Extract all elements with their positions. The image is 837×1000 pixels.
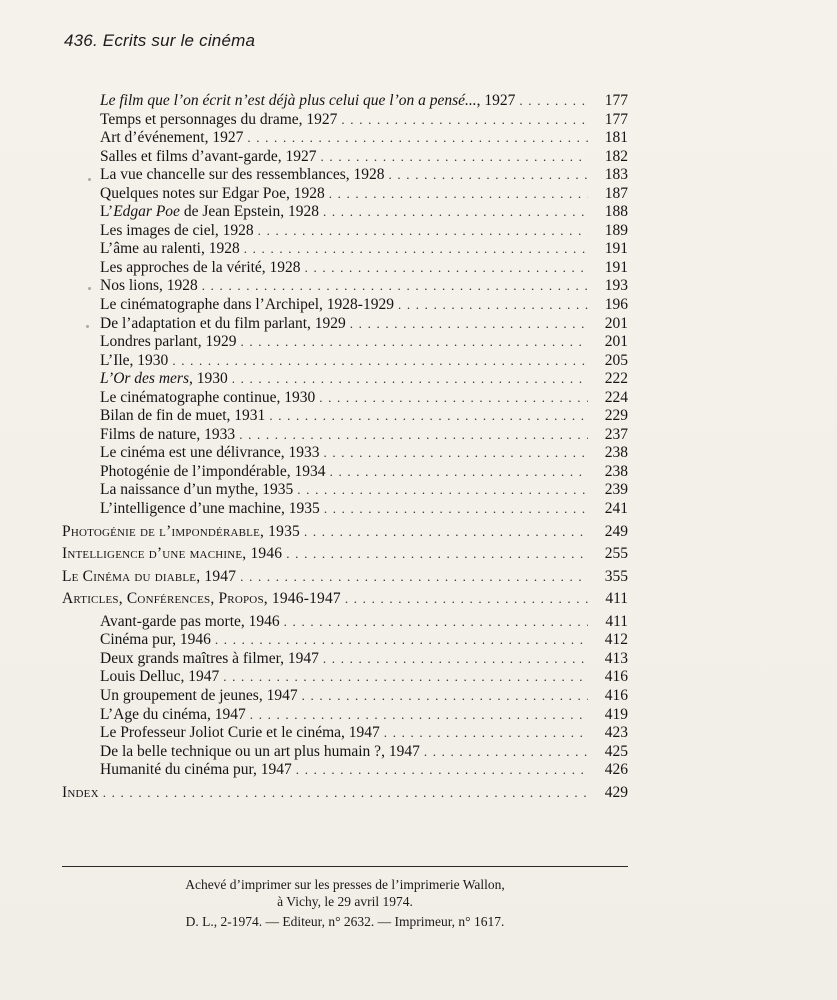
toc-entry-row <box>62 203 628 222</box>
toc-page-number: 416 <box>604 686 628 704</box>
toc-page-number: 429 <box>604 783 628 801</box>
toc-page-number: 413 <box>604 649 628 667</box>
toc-page-number: 177 <box>604 92 628 109</box>
print-speck <box>88 287 91 290</box>
toc-entry-row <box>62 724 628 743</box>
toc-page-number: 238 <box>604 444 628 462</box>
toc-entry-title: L’intelligence d’une machine, 1935 <box>100 500 320 518</box>
toc-entry-row <box>62 111 628 130</box>
toc-page-number: 182 <box>604 147 628 165</box>
toc-entry-title: Avant-garde pas morte, 1946 <box>100 612 280 630</box>
toc-page-number: 412 <box>604 631 628 649</box>
toc-entry-title: Intelligence d’une machine, 1946 <box>62 545 283 563</box>
toc-page-number: 411 <box>605 612 628 630</box>
toc-entry-row <box>62 668 628 687</box>
toc-entry-row <box>62 687 628 706</box>
toc-entry-title: Un groupement de jeunes, 1947 <box>100 686 298 704</box>
dot-leader <box>286 545 588 564</box>
dot-leader <box>424 743 588 762</box>
toc-page-number: 426 <box>604 761 628 779</box>
toc-page-number: 205 <box>604 351 628 369</box>
toc-page-number: 425 <box>604 742 628 760</box>
toc-entry-title: Le Professeur Joliot Curie et le cinéma, 1947 <box>100 724 380 742</box>
print-speck <box>86 325 89 328</box>
toc-page-number: 191 <box>604 258 628 276</box>
dot-leader <box>172 352 588 371</box>
dot-leader <box>296 761 588 780</box>
colophon <box>62 877 628 931</box>
toc-page-number: 419 <box>604 705 628 723</box>
toc-page-number: 239 <box>604 481 628 499</box>
toc-entry-title: Le cinématographe continue, 1930 <box>100 388 316 406</box>
toc-entry-row <box>62 370 628 389</box>
dot-leader <box>244 240 588 259</box>
toc-entry-row <box>62 352 628 371</box>
colophon-line: D. L., 2-1974. — Editeur, n° 2632. — Imprimeur, n° 1617. <box>185 914 505 929</box>
toc-page-number: 196 <box>604 296 628 314</box>
toc-page-number: 183 <box>604 166 628 184</box>
toc-entry-title: Quelques notes sur Edgar Poe, 1928 <box>100 184 325 202</box>
toc-entry-title: Photogénie de l’impondérable, 1935 <box>62 522 300 540</box>
toc-entry-row <box>62 333 628 352</box>
toc-entry-title: Londres parlant, 1929 <box>100 333 237 351</box>
toc-entry-title: Les images de ciel, 1928 <box>100 221 254 239</box>
toc-entry-title: Deux grands maîtres à filmer, 1947 <box>100 649 319 667</box>
toc-entry-row <box>62 407 628 426</box>
dot-leader <box>389 166 589 185</box>
toc-page-number: 193 <box>604 277 628 295</box>
toc-entry-row <box>62 315 628 334</box>
toc-page-number: 177 <box>604 110 628 128</box>
toc-entry-title: La naissance d’un mythe, 1935 <box>100 481 294 499</box>
toc-entry-title: Le Cinéma du diable, 1947 <box>62 567 237 585</box>
toc-page-number: 187 <box>604 184 628 202</box>
toc-entry-row <box>62 631 628 650</box>
toc-entry-row <box>62 92 628 111</box>
toc-entry-title: Photogénie de l’impondérable, 1934 <box>100 462 326 480</box>
colophon-rule <box>62 866 628 867</box>
toc-entry-row <box>62 613 628 632</box>
toc-entry-title: L’Or des mers, 1930 <box>100 370 228 388</box>
toc-entry-row <box>62 481 628 500</box>
toc-entry-row <box>62 444 628 463</box>
toc-entry-row <box>62 222 628 241</box>
dot-leader <box>215 631 588 650</box>
dot-leader <box>329 185 588 204</box>
dot-leader <box>202 277 588 296</box>
dot-leader <box>239 426 588 445</box>
toc-entry-row <box>62 743 628 762</box>
toc-entry-row <box>62 277 628 296</box>
dot-leader <box>321 148 588 167</box>
toc-page-number: 201 <box>604 314 628 332</box>
toc-page-number: 416 <box>604 668 628 686</box>
toc-entry-row <box>62 240 628 259</box>
toc-page-number: 423 <box>604 724 628 742</box>
toc-entry-title: Louis Delluc, 1947 <box>100 668 220 686</box>
toc-entry-row <box>62 148 628 167</box>
toc-entry-row <box>62 500 628 519</box>
dot-leader <box>269 407 588 426</box>
toc-page-number: 238 <box>604 462 628 480</box>
dot-leader <box>232 370 588 389</box>
toc-page-number: 355 <box>604 567 628 585</box>
toc-entry-title: La vue chancelle sur des ressemblances, 1928 <box>100 166 385 184</box>
dot-leader <box>250 706 588 725</box>
toc-entry-row <box>62 259 628 278</box>
toc-entry-title: L’âme au ralenti, 1928 <box>100 240 240 258</box>
print-speck <box>88 178 91 181</box>
toc-page-number: 255 <box>604 545 628 563</box>
toc-page-number: 249 <box>604 522 628 540</box>
toc-entry-row <box>62 185 628 204</box>
toc-entry-title: Le film que l’on écrit n’est déjà plus celui que l’on a pensé..., 1927 <box>100 92 516 109</box>
toc-entry-title: Temps et personnages du drame, 1927 <box>100 110 338 128</box>
toc-entry-title: Index <box>62 783 99 801</box>
toc-entry-row <box>62 296 628 315</box>
toc-entry-title: Art d’événement, 1927 <box>100 129 244 147</box>
toc-entry-row <box>62 389 628 408</box>
dot-leader <box>258 222 588 241</box>
toc-page-number: 411 <box>605 590 628 608</box>
dot-leader <box>297 481 588 500</box>
dot-leader <box>305 259 588 278</box>
toc-entry-row <box>62 166 628 185</box>
toc-entry-title: Humanité du cinéma pur, 1947 <box>100 761 292 779</box>
toc-page-number: 188 <box>604 203 628 221</box>
toc-entry-title: De l’adaptation et du film parlant, 1929 <box>100 314 346 332</box>
dot-leader <box>330 463 588 482</box>
toc-entry-title: L’Age du cinéma, 1947 <box>100 705 246 723</box>
toc-entry-title: Le cinéma est une délivrance, 1933 <box>100 444 320 462</box>
dot-leader <box>384 724 588 743</box>
toc-section-row <box>62 523 628 542</box>
toc-page-number: 191 <box>604 240 628 258</box>
colophon-line: Achevé d’imprimer sur les presses de l’imprimerie Wallon, <box>185 877 505 892</box>
toc-page-number: 222 <box>604 370 628 388</box>
dot-leader <box>324 444 589 463</box>
toc-entry-row <box>62 761 628 780</box>
toc-page-number: 224 <box>604 388 628 406</box>
toc-page-number: 229 <box>604 407 628 425</box>
running-head: 436. Ecrits sur le cinéma <box>64 31 256 50</box>
toc-entry-row <box>62 426 628 445</box>
toc-entry-row <box>62 129 628 148</box>
toc-page-number: 237 <box>604 425 628 443</box>
toc-page-number: 189 <box>604 221 628 239</box>
toc-entry-title: Nos lions, 1928 <box>100 277 198 295</box>
dot-leader <box>341 111 588 130</box>
dot-leader <box>324 500 588 519</box>
dot-leader <box>319 389 588 408</box>
toc-page-number: 181 <box>604 129 628 147</box>
toc-section-row <box>62 590 628 609</box>
dot-leader <box>240 568 588 587</box>
colophon-line: à Vichy, le 29 avril 1974. <box>277 893 413 909</box>
dot-leader <box>345 590 588 609</box>
toc-page-number: 241 <box>604 500 628 518</box>
dot-leader <box>240 333 588 352</box>
toc-section-row <box>62 568 628 587</box>
dot-leader <box>223 668 588 687</box>
toc-entry-title: L’Edgar Poe de Jean Epstein, 1928 <box>100 203 319 221</box>
dot-leader <box>323 203 588 222</box>
toc-entry-title: L’Ile, 1930 <box>100 351 169 369</box>
dot-leader <box>247 129 588 148</box>
dot-leader <box>323 650 588 669</box>
toc-entry-title: Bilan de fin de muet, 1931 <box>100 407 266 425</box>
dot-leader <box>304 523 588 542</box>
dot-leader <box>302 687 588 706</box>
toc-entry-row <box>62 706 628 725</box>
toc-entry-row <box>62 463 628 482</box>
toc-entry-title: Articles, Conférences, Propos, 1946-1947 <box>62 590 341 608</box>
toc-entry-title: Les approches de la vérité, 1928 <box>100 258 301 276</box>
dot-leader <box>350 315 588 334</box>
toc-entry-title: De la belle technique ou un art plus humain ?, 1947 <box>100 742 420 760</box>
dot-leader <box>398 296 588 315</box>
toc-entry-title: Le cinématographe dans l’Archipel, 1928-1929 <box>100 296 394 314</box>
toc-entry-title: Cinéma pur, 1946 <box>100 631 211 649</box>
toc-entry-row <box>62 650 628 669</box>
toc-section-row <box>62 784 628 803</box>
dot-leader <box>103 784 588 803</box>
toc-entry-title: Films de nature, 1933 <box>100 425 236 443</box>
toc-section-row <box>62 545 628 564</box>
dot-leader <box>519 92 588 111</box>
table-of-contents <box>62 92 628 806</box>
dot-leader <box>284 613 588 632</box>
toc-entry-title: Salles et films d’avant-garde, 1927 <box>100 147 317 165</box>
toc-page-number: 201 <box>604 333 628 351</box>
